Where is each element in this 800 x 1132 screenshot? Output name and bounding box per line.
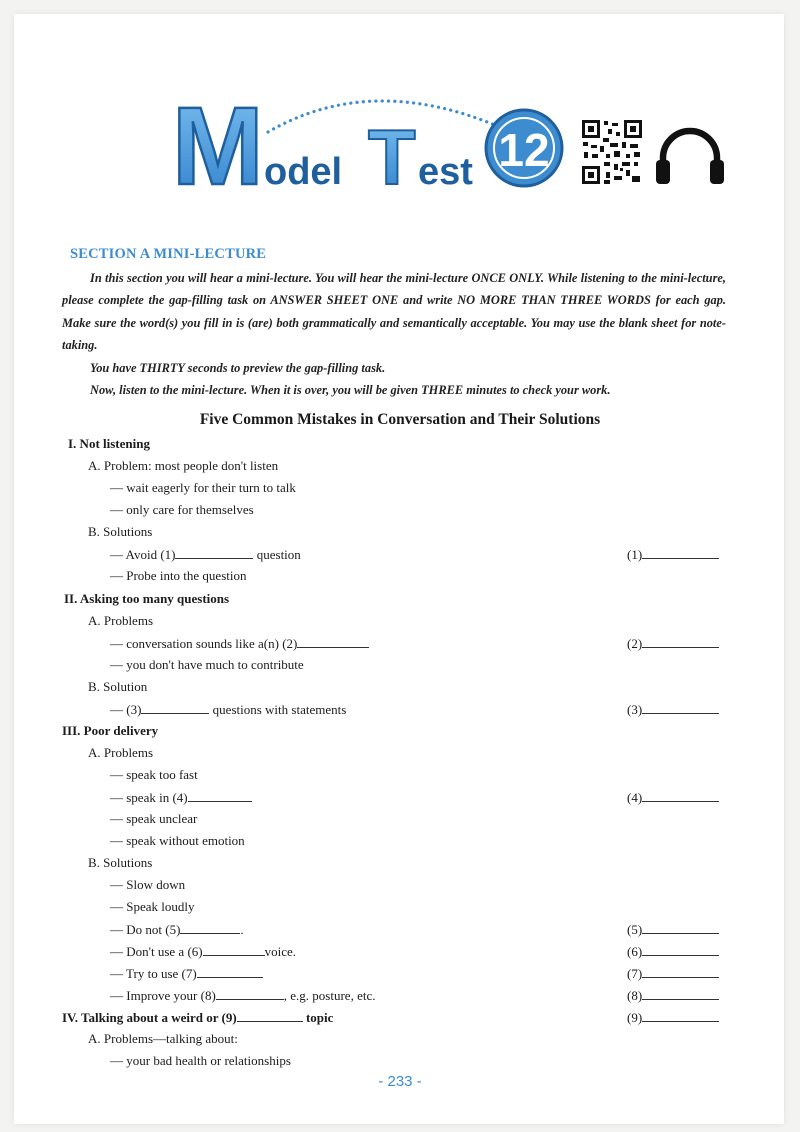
answer-line[interactable] <box>642 921 719 934</box>
outline-subheading: A. Problem: most people don't listen <box>88 458 279 473</box>
gap-item-7 <box>110 965 263 982</box>
outline-heading-2: II. Asking too many questions <box>64 591 230 606</box>
outline-subheading: A. Problems—talking about: <box>88 1031 238 1046</box>
gap-item-4 <box>110 789 252 806</box>
gap-suffix: topic <box>302 1010 334 1025</box>
outline-subheading: A. Problems <box>88 745 153 760</box>
answer-number: (3) <box>627 702 643 717</box>
directions-paragraph-2: You have THIRTY seconds to preview the gap-filling task. <box>90 360 386 375</box>
model-test-logo <box>172 92 572 196</box>
gap-prefix: — (3) <box>110 702 142 717</box>
answer-slot-8[interactable] <box>627 987 719 1004</box>
gap-suffix: voice. <box>264 944 297 959</box>
answer-slot-3[interactable] <box>627 701 719 718</box>
answer-number: (4) <box>627 790 643 805</box>
answer-line[interactable] <box>642 965 719 978</box>
headphones-icon[interactable] <box>653 124 727 186</box>
outline-heading-3: III. Poor delivery <box>62 723 159 738</box>
gap-item-5 <box>110 921 244 938</box>
gap-prefix: — Try to use (7) <box>110 966 197 981</box>
answer-line[interactable] <box>642 1009 719 1022</box>
page-number: - 233 - <box>378 1073 422 1090</box>
gap-prefix: — Improve your (8) <box>110 988 216 1003</box>
gap-blank-3[interactable] <box>141 701 209 714</box>
directions <box>62 267 726 401</box>
answer-number: (2) <box>627 636 643 651</box>
gap-blank-6[interactable] <box>203 943 265 956</box>
outline-item: — Probe into the question <box>110 568 247 583</box>
logo-letter-m: M <box>172 92 264 196</box>
gap-prefix: — Avoid (1) <box>110 547 176 562</box>
outline-subheading: B. Solutions <box>88 855 153 870</box>
gap-prefix: — Do not (5) <box>110 922 181 937</box>
answer-line[interactable] <box>642 635 719 648</box>
gap-item-6 <box>110 943 296 960</box>
answer-slot-6[interactable] <box>627 943 719 960</box>
answer-slot-5[interactable] <box>627 921 719 938</box>
gap-blank-9[interactable] <box>237 1009 303 1022</box>
gap-suffix: questions with statements <box>209 702 347 717</box>
outline-item: — Slow down <box>110 877 186 892</box>
answer-number: (5) <box>627 922 643 937</box>
gap-blank-1[interactable] <box>175 546 253 559</box>
gap-prefix: IV. Talking about a weird or (9) <box>62 1010 237 1025</box>
outline-item: — only care for themselves <box>110 502 254 517</box>
answer-number: (8) <box>627 988 643 1003</box>
answer-number: (9) <box>627 1010 643 1025</box>
answer-slot-4[interactable] <box>627 789 719 806</box>
gap-item-8 <box>110 987 375 1004</box>
outline-heading-4 <box>62 1009 333 1026</box>
outline-heading-1: I. Not listening <box>68 436 150 451</box>
outline-subheading: B. Solutions <box>88 524 153 539</box>
answer-line[interactable] <box>642 701 719 714</box>
section-title: SECTION A MINI-LECTURE <box>70 246 267 262</box>
logo-letter-t: T <box>368 113 416 196</box>
answer-number: (7) <box>627 966 643 981</box>
logo-word-odel: odel <box>264 151 343 193</box>
gap-prefix: — Don't use a (6) <box>110 944 203 959</box>
answer-slot-1[interactable] <box>627 546 719 563</box>
answer-slot-7[interactable] <box>627 965 719 982</box>
answer-slot-9[interactable] <box>627 1009 719 1026</box>
directions-paragraph-1: In this section you will hear a mini-lecture. You will hear the mini-lecture ONCE ONLY. While listening to the mini-lecture, please complete the gap-filling task on ANSWER SHEET ONE and write NO MORE THAN THREE WORDS for each gap. Make sure the word(s) you fill in is (are) both grammatically and semantically acceptable. You may use the blank sheet for note-taking. <box>62 271 726 353</box>
gap-blank-5[interactable] <box>180 921 240 934</box>
outline-item: — speak without emotion <box>110 833 245 848</box>
answer-line[interactable] <box>642 987 719 1000</box>
gap-blank-7[interactable] <box>197 965 263 978</box>
gap-blank-4[interactable] <box>188 789 252 802</box>
logo-word-est: est <box>418 151 473 193</box>
outline-subheading: B. Solution <box>88 679 148 694</box>
gap-prefix: — conversation sounds like a(n) (2) <box>110 636 298 651</box>
logo-graphic <box>172 92 572 196</box>
gap-prefix: — speak in (4) <box>110 790 188 805</box>
answer-line[interactable] <box>642 943 719 956</box>
test-number: 12 <box>498 124 550 176</box>
directions-paragraph-3: Now, listen to the mini-lecture. When it is over, you will be given THREE minutes to check your work. <box>90 383 611 398</box>
gap-suffix: , e.g. posture, etc. <box>283 988 376 1003</box>
outline-item: — your bad health or relationships <box>110 1053 291 1068</box>
outline-item: — speak too fast <box>110 767 198 782</box>
gap-suffix: question <box>253 547 301 562</box>
answer-line[interactable] <box>642 546 719 559</box>
outline-item: — wait eagerly for their turn to talk <box>110 480 296 495</box>
answer-number: (1) <box>627 547 643 562</box>
answer-number: (6) <box>627 944 643 959</box>
answer-line[interactable] <box>642 789 719 802</box>
gap-blank-8[interactable] <box>216 987 284 1000</box>
outline-item: — speak unclear <box>110 811 198 826</box>
qr-code-icon[interactable] <box>580 118 644 186</box>
lecture-title: Five Common Mistakes in Conversation and Their Solutions <box>199 411 601 428</box>
outline-item: — Speak loudly <box>110 899 195 914</box>
answer-slot-2[interactable] <box>627 635 719 652</box>
gap-item-3 <box>110 701 346 718</box>
gap-item-2 <box>110 635 369 652</box>
gap-item-1 <box>110 546 301 563</box>
gap-blank-2[interactable] <box>297 635 369 648</box>
gap-suffix: . <box>240 922 244 937</box>
outline-item: — you don't have much to contribute <box>110 657 304 672</box>
outline-subheading: A. Problems <box>88 613 153 628</box>
